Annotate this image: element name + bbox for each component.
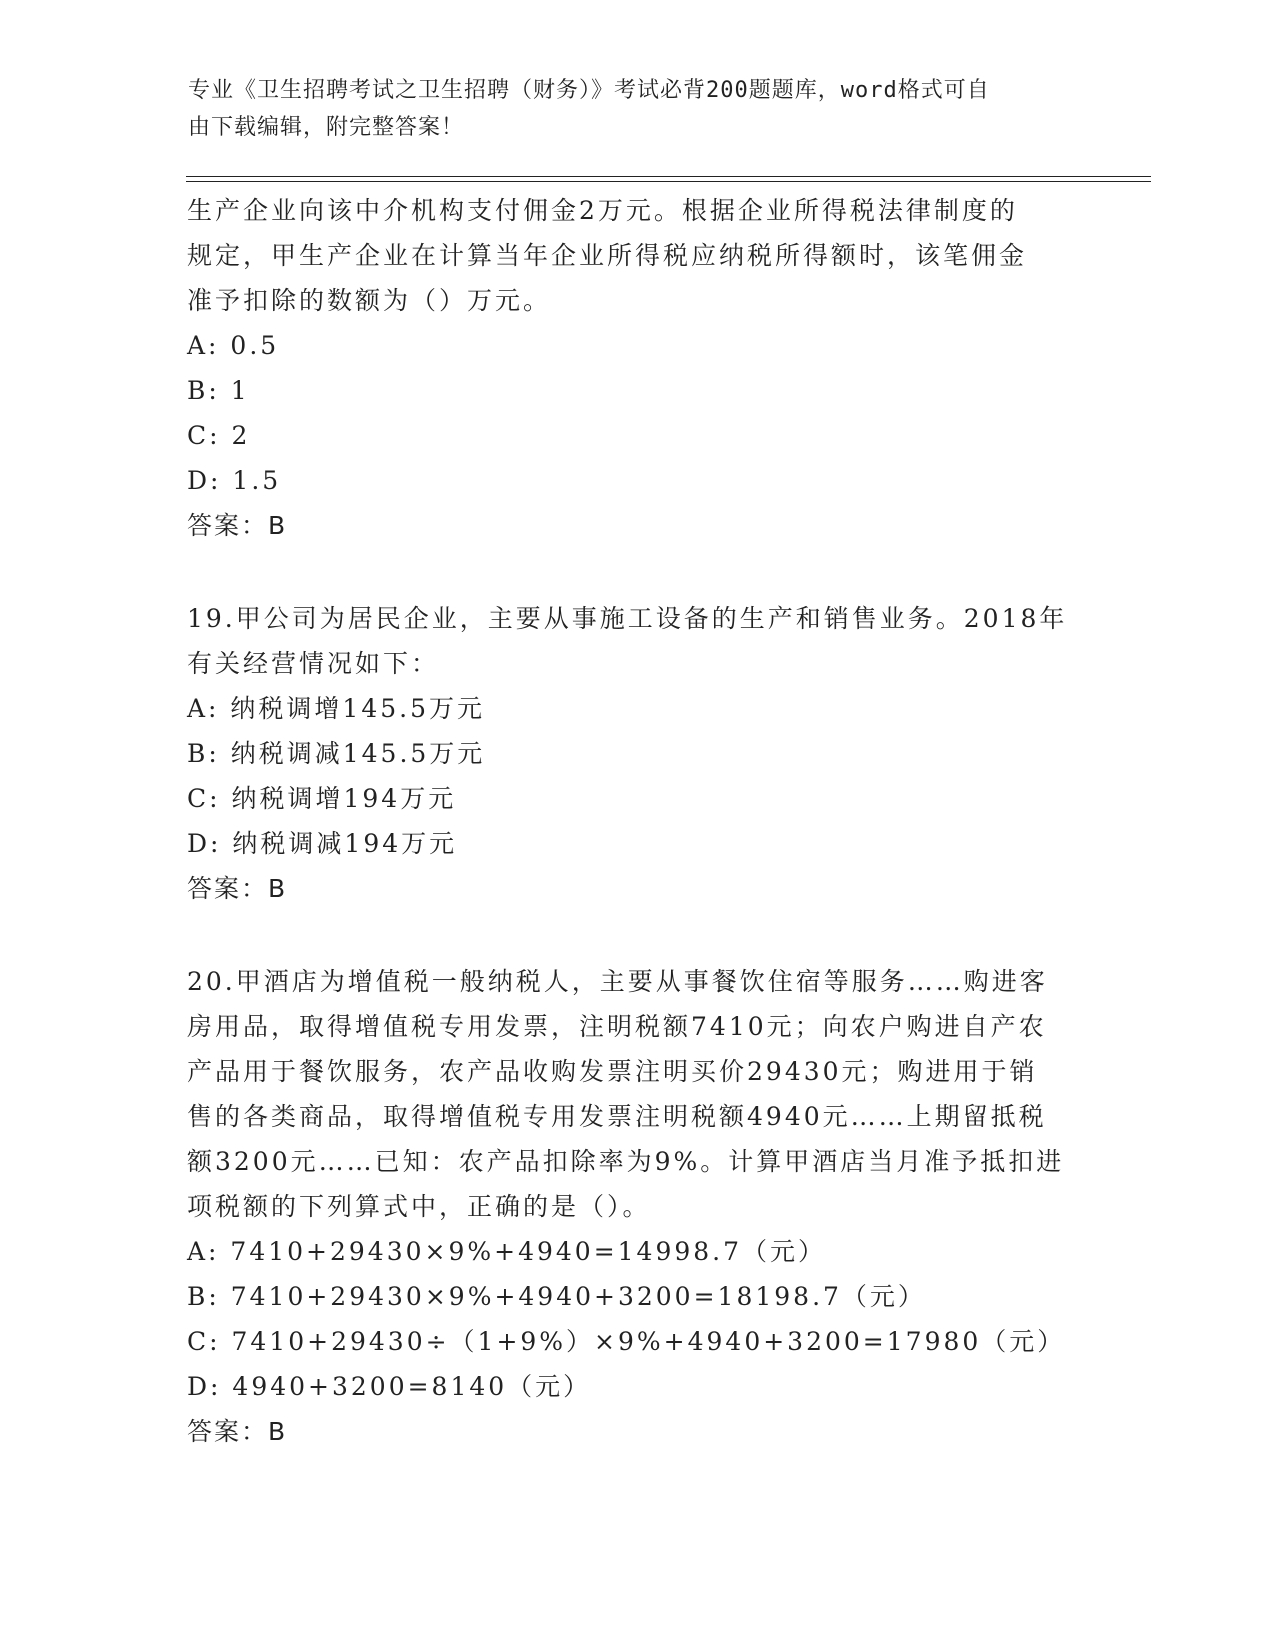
question-stem-line: 19.甲公司为居民企业，主要从事施工设备的生产和销售业务。2018年 [187, 604, 1068, 633]
header-rule-bottom [186, 181, 1151, 182]
question-stem-line: 生产企业向该中介机构支付佣金2万元。根据企业所得税法律制度的 [187, 196, 1018, 225]
header-line-2: 由下载编辑，附完整答案！ [188, 115, 465, 140]
answer-line: 答案：B [187, 874, 288, 903]
document-header [188, 72, 1068, 146]
question-stem-line: 规定，甲生产企业在计算当年企业所得税应纳税所得额时，该笔佣金 [187, 241, 1028, 270]
option-c: C: 7410+29430÷（1+9%）×9%+4940+3200=17980（元） [187, 1327, 1066, 1356]
option-c: C: 纳税调增194万元 [187, 784, 457, 813]
question-stem-line: 产品用于餐饮服务，农产品收购发票注明买价29430元；购进用于销 [187, 1057, 1038, 1086]
question-stem-line: 额3200元……已知：农产品扣除率为9%。计算甲酒店当月准予抵扣进 [187, 1147, 1065, 1176]
header-rule-top [186, 176, 1151, 177]
question-19 [187, 596, 1087, 911]
question-stem-line: 20.甲酒店为增值税一般纳税人，主要从事餐饮住宿等服务……购进客 [187, 967, 1048, 996]
option-a: A: 0.5 [187, 331, 280, 360]
option-d: D: 纳税调减194万元 [187, 829, 458, 858]
option-a: A: 7410+29430×9%+4940=14998.7（元） [187, 1237, 827, 1266]
option-b: B: 纳税调减145.5万元 [187, 739, 486, 768]
question-stem-line: 项税额的下列算式中，正确的是（）。 [187, 1192, 651, 1221]
question-20 [187, 959, 1087, 1454]
answer-line: 答案：B [187, 511, 288, 540]
option-b: B: 1 [187, 376, 250, 405]
question-18 [187, 188, 1087, 548]
question-content [187, 188, 1087, 1454]
answer-line: 答案：B [187, 1417, 288, 1446]
option-d: D: 1.5 [187, 466, 282, 495]
option-b: B: 7410+29430×9%+4940+3200=18198.7（元） [187, 1282, 926, 1311]
question-stem-line: 准予扣除的数额为（）万元。 [187, 286, 552, 315]
header-line-1: 专业《卫生招聘考试之卫生招聘（财务）》考试必背200题题库，word格式可自 [188, 78, 990, 103]
question-stem-line: 房用品，取得增值税专用发票，注明税额7410元；向农户购进自产农 [187, 1012, 1047, 1041]
option-d: D: 4940+3200=8140（元） [187, 1372, 592, 1401]
option-c: C: 2 [187, 421, 251, 450]
question-stem-line: 售的各类商品，取得增值税专用发票注明税额4940元……上期留抵税 [187, 1102, 1047, 1131]
question-stem-line: 有关经营情况如下： [187, 649, 440, 678]
option-a: A: 纳税调增145.5万元 [187, 694, 485, 723]
